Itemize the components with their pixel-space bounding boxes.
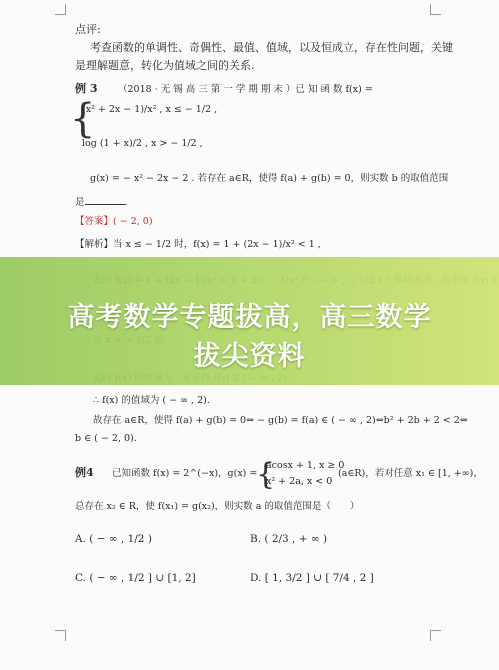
option-a: A. ( − ∞ , 1/2 ) <box>75 533 152 545</box>
page-corner-mark <box>55 630 66 641</box>
example-3-condition: g(x) = − x² − 2x − 2 . 若存在 a∈R，使得 f(a) + g(b) = 0，则实数 b 的取值范围 <box>90 173 449 184</box>
comment-line: 是理解题意，转化为值域之间的关系. <box>75 59 255 72</box>
example-3-label: 例 3 <box>75 82 98 95</box>
option-b: B. ( 2/3 , + ∞ ) <box>250 533 328 545</box>
example-4-case-1: acosx + 1, x ≥ 0 <box>266 460 345 471</box>
example-4-question: 总存在 x₂ ∈ R，使 f(x₁) = g(x₂)，则实数 a 的取值范围是（ ） <box>75 501 360 512</box>
banner-title-line-1: 高考数学专题拔高，高三数学 <box>67 302 432 333</box>
option-c: C. ( − ∞ , 1/2 ] ∪ [1, 2] <box>75 572 196 584</box>
page-corner-mark <box>55 4 66 15</box>
example-3-case-2: log (1 + x)/2 , x > − 1/2 , <box>82 138 203 149</box>
piecewise-brace: { <box>70 96 96 142</box>
analysis-line: 故存在 a∈R，使得 f(a) + g(b) = 0⇔ − g(b) = f(a) ∈ ( − ∞ , 2)⇔b² + 2b + 2 < 2⇔ <box>93 415 468 426</box>
example-3-intro: （2018 · 无 锡 高 三 第 一 学 期 期 末 ）已 知 函 数 f(x) = <box>118 84 373 95</box>
option-d: D. [ 1, 3/2 ] ∪ [ 7/4 , 2 ] <box>250 572 374 584</box>
comment-label: 点评: <box>75 23 101 36</box>
example-4-label: 例4 <box>75 466 94 479</box>
promo-banner <box>0 257 499 385</box>
example-4-intro: 已知函数 f(x) = 2^(−x)，g(x) = <box>112 468 258 479</box>
analysis-line: 【解析】当 x ≤ − 1/2 时，f(x) = 1 + (2x − 1)/x² < 1 , <box>75 239 321 250</box>
comment-line: 考查函数的单调性、奇偶性、最值、值域，以及恒成立，存在性问题，关键 <box>90 41 453 54</box>
answer-line: 【答案】( − 2, 0) <box>75 216 153 227</box>
page-corner-mark <box>430 4 441 15</box>
example-4-tail: (a∈R)，若对任意 x₁ ∈ [1, +∞)， <box>338 468 483 479</box>
example-4-case-2: x² + 2a, x < 0 <box>266 476 333 487</box>
analysis-line: b ∈ ( − 2, 0). <box>75 433 137 444</box>
example-3-blank: 是 . <box>75 194 128 210</box>
banner-title-line-2: 拔尖资料 <box>193 341 306 372</box>
example-3-case-1: (x² + 2x − 1)/x² , x ≤ − 1/2 , <box>82 104 218 115</box>
page-corner-mark <box>430 630 441 641</box>
analysis-line: ∴ f(x) 的值域为 ( − ∞ , 2). <box>93 395 210 406</box>
piecewise-brace: { <box>256 457 276 492</box>
